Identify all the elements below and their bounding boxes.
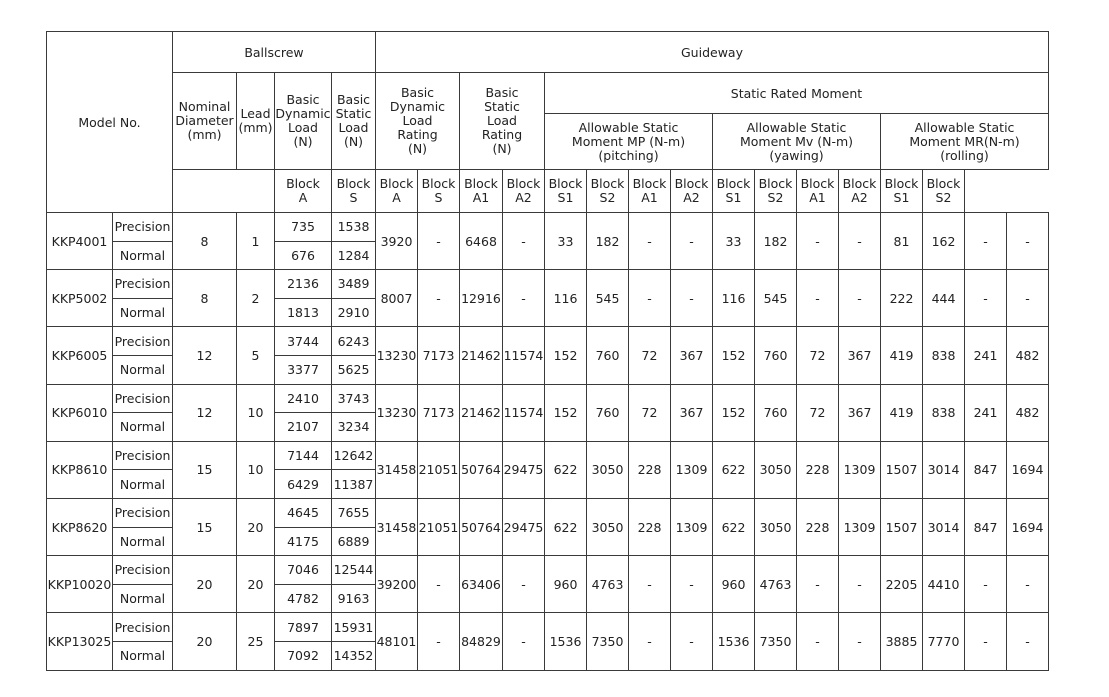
ballscrew-load-blank-header xyxy=(173,170,275,213)
static-load-cell: 1284 xyxy=(332,241,376,270)
dynamic-load-cell: 3744 xyxy=(275,327,332,356)
guideway-value-cell: 21051 xyxy=(418,441,460,498)
guideway-value-cell: 7173 xyxy=(418,327,460,384)
nominal-diameter-cell: 12 xyxy=(173,384,237,441)
guideway-value-cell: 29475 xyxy=(503,498,545,555)
model-cell: KKP5002 xyxy=(47,270,113,327)
static-load-cell: 5625 xyxy=(332,355,376,384)
moment-mr-header: Allowable Static Moment MR(N-m) (rolling) xyxy=(881,114,1049,170)
guideway-value-cell: 241 xyxy=(965,327,1007,384)
grade-cell: Normal xyxy=(113,413,173,442)
guideway-value-cell: 622 xyxy=(713,498,755,555)
guideway-value-cell: - xyxy=(1007,613,1049,670)
guideway-value-cell: 228 xyxy=(629,441,671,498)
lead-header: Lead (mm) xyxy=(237,73,275,170)
guideway-value-cell: - xyxy=(797,556,839,613)
guideway-value-cell: 847 xyxy=(965,441,1007,498)
guideway-value-cell: 482 xyxy=(1007,327,1049,384)
guideway-value-cell: 838 xyxy=(923,384,965,441)
guideway-value-cell: 33 xyxy=(713,213,755,270)
guideway-value-cell: 760 xyxy=(755,327,797,384)
guideway-value-cell: 21462 xyxy=(460,327,503,384)
guideway-value-cell: 367 xyxy=(671,327,713,384)
guideway-value-cell: 228 xyxy=(797,498,839,555)
guideway-value-cell: 1536 xyxy=(713,613,755,670)
guideway-value-cell: 228 xyxy=(797,441,839,498)
guideway-value-cell: 241 xyxy=(965,384,1007,441)
dynamic-load-cell: 7046 xyxy=(275,556,332,585)
guideway-value-cell: 545 xyxy=(587,270,629,327)
model-cell: KKP8610 xyxy=(47,441,113,498)
guideway-value-cell: 72 xyxy=(797,327,839,384)
dynamic-load-cell: 4175 xyxy=(275,527,332,556)
guideway-value-cell: - xyxy=(629,556,671,613)
dynamic-load-cell: 735 xyxy=(275,213,332,242)
model-cell: KKP6010 xyxy=(47,384,113,441)
model-cell: KKP13025 xyxy=(47,613,113,670)
guideway-value-cell: - xyxy=(418,613,460,670)
grade-cell: Normal xyxy=(113,470,173,499)
block-a1-header: Block A1 xyxy=(460,170,503,213)
lead-cell: 25 xyxy=(237,613,275,670)
basic-static-load-header: Basic Static Load (N) xyxy=(332,73,376,170)
guideway-value-cell: 7770 xyxy=(923,613,965,670)
block-a-dyn-header: Block A xyxy=(275,170,332,213)
guideway-value-cell: 545 xyxy=(755,270,797,327)
model-cell: KKP6005 xyxy=(47,327,113,384)
static-load-cell: 7655 xyxy=(332,498,376,527)
dynamic-load-cell: 4645 xyxy=(275,498,332,527)
nominal-diameter-cell: 15 xyxy=(173,441,237,498)
guideway-value-cell: 1309 xyxy=(671,498,713,555)
dynamic-load-cell: 7092 xyxy=(275,641,332,670)
dynamic-load-cell: 1813 xyxy=(275,298,332,327)
block-a2-header: Block A2 xyxy=(839,170,881,213)
guideway-value-cell: 12916 xyxy=(460,270,503,327)
guideway-value-cell: 116 xyxy=(713,270,755,327)
guideway-value-cell: 50764 xyxy=(460,498,503,555)
grade-cell: Precision xyxy=(113,270,173,299)
basic-static-load-rating-header: Basic Static Load Rating (N) xyxy=(460,73,545,170)
block-s-stat-header: Block S xyxy=(418,170,460,213)
guideway-value-cell: 162 xyxy=(923,213,965,270)
block-header-row xyxy=(47,170,1049,213)
guideway-value-cell: 622 xyxy=(545,441,587,498)
guideway-value-cell: 7350 xyxy=(587,613,629,670)
guideway-value-cell: 6468 xyxy=(460,213,503,270)
guideway-value-cell: - xyxy=(671,270,713,327)
nominal-diameter-cell: 8 xyxy=(173,213,237,270)
guideway-value-cell: 116 xyxy=(545,270,587,327)
dynamic-load-cell: 676 xyxy=(275,241,332,270)
guideway-value-cell: 2205 xyxy=(881,556,923,613)
grade-cell: Normal xyxy=(113,355,173,384)
table-row xyxy=(47,384,1049,413)
guideway-value-cell: 8007 xyxy=(376,270,418,327)
dynamic-load-cell: 4782 xyxy=(275,584,332,613)
dynamic-load-cell: 7144 xyxy=(275,441,332,470)
guideway-value-cell: 31458 xyxy=(376,441,418,498)
guideway-value-cell: 960 xyxy=(545,556,587,613)
block-s2-header: Block S2 xyxy=(923,170,965,213)
guideway-value-cell: 81 xyxy=(881,213,923,270)
guideway-value-cell: 31458 xyxy=(376,498,418,555)
nominal-diameter-cell: 20 xyxy=(173,556,237,613)
guideway-header: Guideway xyxy=(376,32,1049,73)
guideway-value-cell: - xyxy=(965,613,1007,670)
guideway-value-cell: 84829 xyxy=(460,613,503,670)
guideway-value-cell: - xyxy=(503,213,545,270)
guideway-value-cell: 367 xyxy=(839,384,881,441)
nominal-diameter-cell: 12 xyxy=(173,327,237,384)
static-load-cell: 12642 xyxy=(332,441,376,470)
guideway-value-cell: 838 xyxy=(923,327,965,384)
guideway-value-cell: 21051 xyxy=(418,498,460,555)
guideway-value-cell: 3920 xyxy=(376,213,418,270)
guideway-value-cell: - xyxy=(1007,270,1049,327)
block-a2-header: Block A2 xyxy=(503,170,545,213)
guideway-value-cell: 3050 xyxy=(755,441,797,498)
dynamic-load-cell: 2107 xyxy=(275,413,332,442)
block-a2-header: Block A2 xyxy=(671,170,713,213)
guideway-value-cell: - xyxy=(671,213,713,270)
nominal-diameter-cell: 15 xyxy=(173,498,237,555)
dynamic-load-cell: 7897 xyxy=(275,613,332,642)
guideway-value-cell: 48101 xyxy=(376,613,418,670)
guideway-value-cell: - xyxy=(671,613,713,670)
guideway-value-cell: - xyxy=(503,613,545,670)
dynamic-load-cell: 2410 xyxy=(275,384,332,413)
nominal-diameter-cell: 8 xyxy=(173,270,237,327)
guideway-value-cell: 50764 xyxy=(460,441,503,498)
guideway-value-cell: 29475 xyxy=(503,441,545,498)
guideway-value-cell: 419 xyxy=(881,384,923,441)
table-row xyxy=(47,498,1049,527)
lead-cell: 10 xyxy=(237,384,275,441)
guideway-value-cell: - xyxy=(839,213,881,270)
grade-cell: Normal xyxy=(113,298,173,327)
static-load-cell: 3743 xyxy=(332,384,376,413)
block-s1-header: Block S1 xyxy=(545,170,587,213)
lead-cell: 20 xyxy=(237,498,275,555)
static-load-cell: 3234 xyxy=(332,413,376,442)
guideway-value-cell: 1694 xyxy=(1007,441,1049,498)
static-load-cell: 2910 xyxy=(332,298,376,327)
table-row xyxy=(47,327,1049,356)
guideway-value-cell: 4763 xyxy=(755,556,797,613)
static-load-cell: 14352 xyxy=(332,641,376,670)
guideway-value-cell: 367 xyxy=(839,327,881,384)
grade-cell: Normal xyxy=(113,241,173,270)
guideway-value-cell: 39200 xyxy=(376,556,418,613)
guideway-value-cell: 222 xyxy=(881,270,923,327)
guideway-value-cell: - xyxy=(965,270,1007,327)
guideway-value-cell: - xyxy=(797,270,839,327)
guideway-value-cell: 4763 xyxy=(587,556,629,613)
lead-cell: 20 xyxy=(237,556,275,613)
static-load-cell: 6243 xyxy=(332,327,376,356)
model-cell: KKP4001 xyxy=(47,213,113,270)
block-a-stat-header: Block A xyxy=(376,170,418,213)
grade-cell: Precision xyxy=(113,441,173,470)
grade-cell: Normal xyxy=(113,584,173,613)
guideway-value-cell: 482 xyxy=(1007,384,1049,441)
grade-cell: Precision xyxy=(113,213,173,242)
guideway-value-cell: 3014 xyxy=(923,498,965,555)
static-load-cell: 15931 xyxy=(332,613,376,642)
table-body xyxy=(47,213,1049,671)
guideway-value-cell: 622 xyxy=(545,498,587,555)
guideway-value-cell: 72 xyxy=(629,384,671,441)
guideway-value-cell: - xyxy=(629,270,671,327)
block-a1-header: Block A1 xyxy=(797,170,839,213)
guideway-value-cell: 3050 xyxy=(755,498,797,555)
lead-cell: 2 xyxy=(237,270,275,327)
guideway-value-cell: 7350 xyxy=(755,613,797,670)
block-s1-header: Block S1 xyxy=(713,170,755,213)
guideway-value-cell: 760 xyxy=(587,384,629,441)
guideway-value-cell: 1694 xyxy=(1007,498,1049,555)
block-s-dyn-header: Block S xyxy=(332,170,376,213)
spec-table xyxy=(46,31,1049,671)
guideway-value-cell: 419 xyxy=(881,327,923,384)
static-load-cell: 1538 xyxy=(332,213,376,242)
guideway-value-cell: 3050 xyxy=(587,441,629,498)
static-rated-moment-header: Static Rated Moment xyxy=(545,73,1049,114)
table-row xyxy=(47,441,1049,470)
table-header xyxy=(47,32,1049,213)
guideway-value-cell: 13230 xyxy=(376,384,418,441)
guideway-value-cell: - xyxy=(418,213,460,270)
static-load-cell: 9163 xyxy=(332,584,376,613)
guideway-value-cell: 847 xyxy=(965,498,1007,555)
moment-mp-header: Allowable Static Moment MP (N-m) (pitching) xyxy=(545,114,713,170)
guideway-value-cell: 152 xyxy=(545,384,587,441)
lead-cell: 5 xyxy=(237,327,275,384)
guideway-value-cell: - xyxy=(629,213,671,270)
grade-cell: Precision xyxy=(113,556,173,585)
guideway-value-cell: 11574 xyxy=(503,384,545,441)
moment-mv-header: Allowable Static Moment Mv (N-m) (yawing) xyxy=(713,114,881,170)
guideway-value-cell: - xyxy=(418,556,460,613)
model-cell: KKP10020 xyxy=(47,556,113,613)
guideway-value-cell: 1507 xyxy=(881,441,923,498)
guideway-value-cell: 72 xyxy=(629,327,671,384)
guideway-value-cell: 182 xyxy=(755,213,797,270)
table-row xyxy=(47,613,1049,642)
guideway-value-cell: 622 xyxy=(713,441,755,498)
guideway-value-cell: - xyxy=(965,213,1007,270)
guideway-value-cell: 1309 xyxy=(671,441,713,498)
guideway-value-cell: 228 xyxy=(629,498,671,555)
static-load-cell: 3489 xyxy=(332,270,376,299)
model-no-header: Model No. xyxy=(47,32,173,213)
guideway-value-cell: 1309 xyxy=(839,498,881,555)
guideway-value-cell: 1507 xyxy=(881,498,923,555)
grade-cell: Precision xyxy=(113,327,173,356)
guideway-value-cell: 760 xyxy=(755,384,797,441)
guideway-value-cell: - xyxy=(1007,213,1049,270)
nominal-diameter-header: Nominal Diameter (mm) xyxy=(173,73,237,170)
guideway-value-cell: 760 xyxy=(587,327,629,384)
static-load-cell: 12544 xyxy=(332,556,376,585)
static-load-cell: 11387 xyxy=(332,470,376,499)
guideway-value-cell: 1309 xyxy=(839,441,881,498)
ballscrew-header: Ballscrew xyxy=(173,32,376,73)
guideway-value-cell: - xyxy=(1007,556,1049,613)
lead-cell: 10 xyxy=(237,441,275,498)
guideway-value-cell: - xyxy=(839,270,881,327)
basic-dynamic-load-header: Basic Dynamic Load (N) xyxy=(275,73,332,170)
table-row xyxy=(47,270,1049,299)
dynamic-load-cell: 3377 xyxy=(275,355,332,384)
guideway-value-cell: 152 xyxy=(545,327,587,384)
guideway-value-cell: 33 xyxy=(545,213,587,270)
guideway-value-cell: - xyxy=(418,270,460,327)
guideway-value-cell: 3050 xyxy=(587,498,629,555)
block-s2-header: Block S2 xyxy=(587,170,629,213)
guideway-value-cell: 72 xyxy=(797,384,839,441)
basic-dynamic-load-rating-header: Basic Dynamic Load Rating (N) xyxy=(376,73,460,170)
model-cell: KKP8620 xyxy=(47,498,113,555)
guideway-value-cell: 13230 xyxy=(376,327,418,384)
table-row xyxy=(47,213,1049,242)
guideway-value-cell: 1536 xyxy=(545,613,587,670)
guideway-value-cell: - xyxy=(503,556,545,613)
guideway-value-cell: - xyxy=(965,556,1007,613)
block-s1-header: Block S1 xyxy=(881,170,923,213)
guideway-value-cell: 3014 xyxy=(923,441,965,498)
guideway-value-cell: 3885 xyxy=(881,613,923,670)
guideway-value-cell: 367 xyxy=(671,384,713,441)
guideway-value-cell: 21462 xyxy=(460,384,503,441)
guideway-value-cell: 7173 xyxy=(418,384,460,441)
guideway-value-cell: - xyxy=(797,613,839,670)
guideway-value-cell: - xyxy=(839,556,881,613)
dynamic-load-cell: 6429 xyxy=(275,470,332,499)
guideway-value-cell: 11574 xyxy=(503,327,545,384)
block-s2-header: Block S2 xyxy=(755,170,797,213)
static-load-cell: 6889 xyxy=(332,527,376,556)
grade-cell: Precision xyxy=(113,384,173,413)
guideway-value-cell: 63406 xyxy=(460,556,503,613)
guideway-value-cell: - xyxy=(503,270,545,327)
grade-cell: Normal xyxy=(113,527,173,556)
grade-cell: Normal xyxy=(113,641,173,670)
nominal-diameter-cell: 20 xyxy=(173,613,237,670)
dynamic-load-cell: 2136 xyxy=(275,270,332,299)
guideway-value-cell: 960 xyxy=(713,556,755,613)
guideway-value-cell: - xyxy=(839,613,881,670)
guideway-value-cell: - xyxy=(671,556,713,613)
guideway-value-cell: - xyxy=(629,613,671,670)
grade-cell: Precision xyxy=(113,498,173,527)
guideway-value-cell: - xyxy=(797,213,839,270)
guideway-value-cell: 444 xyxy=(923,270,965,327)
guideway-value-cell: 152 xyxy=(713,384,755,441)
lead-cell: 1 xyxy=(237,213,275,270)
table-row xyxy=(47,556,1049,585)
block-a1-header: Block A1 xyxy=(629,170,671,213)
grade-cell: Precision xyxy=(113,613,173,642)
guideway-value-cell: 182 xyxy=(587,213,629,270)
guideway-value-cell: 4410 xyxy=(923,556,965,613)
guideway-value-cell: 152 xyxy=(713,327,755,384)
